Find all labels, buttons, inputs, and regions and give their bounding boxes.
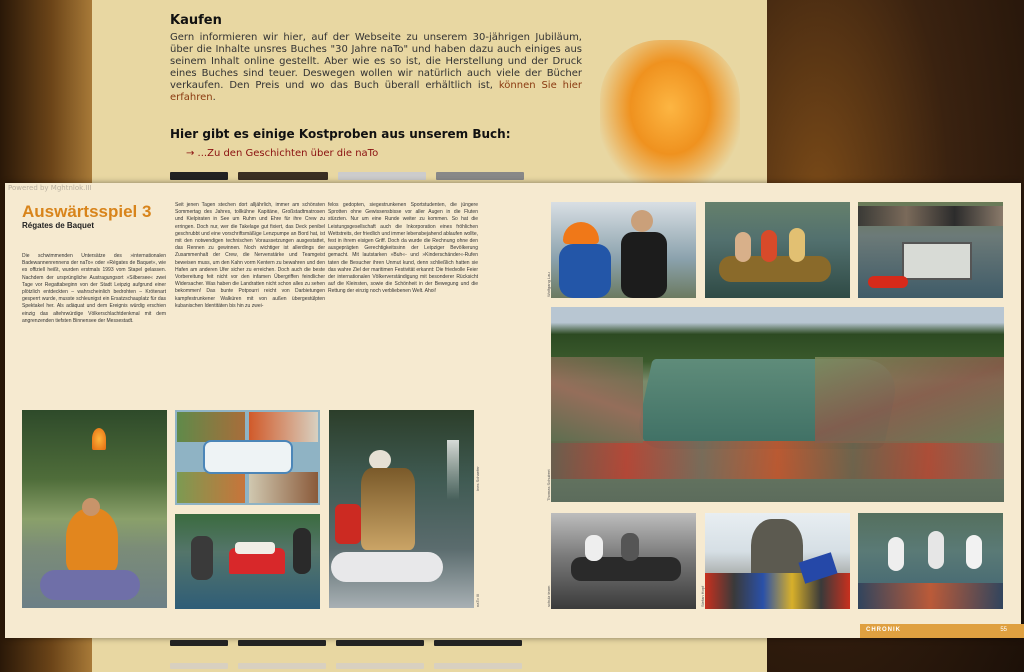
book-thumbnail[interactable] (170, 640, 228, 646)
book-thumbnail[interactable] (170, 172, 228, 180)
thumbnail-strip-bottom (170, 640, 522, 646)
kaufen-heading: Kaufen (170, 13, 222, 28)
photo-interview (551, 202, 696, 298)
photo-credit: naTo III (475, 593, 480, 607)
book-thumbnail[interactable] (238, 172, 328, 180)
logo-glow-graphic (600, 40, 740, 190)
book-thumbnail[interactable] (238, 663, 326, 669)
book-thumbnail[interactable] (238, 640, 326, 646)
powered-by-text: Powered by Mghtnlok.III (8, 184, 92, 192)
page-number: 55 (1000, 627, 1007, 633)
kaufen-paragraph (170, 32, 582, 104)
text-column-2: Seit jenen Tagen stechen dort alljährlich, immer am schönsten Sommertag des Jahres, tollkühne Kapitäne, Großstadtmatrosen und Kielpiraten in See um Ruhm und Ehre für ihre Crew zu erringen. Doch nur, wer die Takelage gut fixiert, das Deck penibel geschrubbt und eine vorschriftsmäßige Lenzpumpe an Bord hat, ist mit den notwendigen technischen Voraussetzungen ausgestattet, das Rennen zu gewinnen. Noch wichtiger ist allerdings der Zusammenhalt der Crew, die Nervenstärke und Teamgeist beweisen muss, um den Kahn vorm Kentern zu bewahren und den Hafen am anderen Ufer sicher zu erreichen. Doch auch die beste Vorbereitung feit nicht vor den infamen Übergriffen feindlicher Widersacher. Was haben die Landratten nicht schon alles zu sehen bekommen! Das bunte Potpourri reicht von Darbietungen kampfestrunkener Walküren mit von außen übergestülpten kubanischen Identitäten bis hin zu zwei- (175, 202, 325, 309)
photo-collage-boats (175, 410, 320, 505)
chapter-title: Auswärtsspiel 3 (22, 202, 152, 221)
chapter-subtitle: Régates de Baquet (22, 221, 95, 230)
buy-info-link[interactable]: können Sie hier erfahren (170, 80, 582, 103)
photo-historic-bw (551, 513, 696, 609)
book-thumbnail[interactable] (434, 640, 522, 646)
book-thumbnail[interactable] (338, 172, 426, 180)
thumbnail-strip-top (170, 172, 524, 180)
book-spread-lightbox[interactable] (5, 183, 1021, 638)
book-thumbnail[interactable] (336, 640, 424, 646)
samples-heading: Hier gibt es einige Kostproben aus unserem Buch: (170, 127, 511, 141)
photo-lake-aerial (551, 307, 1004, 502)
text-column-3: felos gedopten, siegestrunkenen Sportstudenten, die jüngere Sprotten ohne Gewissensbisse vor aller Augen in die Fluten stürzten. Nur um eine Runde weiter zu kommen. So hat die Leistungsgesellschaft auch die Inkorporation eines fröhlichen Wettstreits, der friedlich und immer lebensbejahend ablaufen wollte, fest in ihrem eisigen Griff. Doch da wurde die Rechnung ohne den ausgeprägten Gerechtigkeitssinn der Leipziger Bevölkerung gemacht. Mit lautstarken »Buh«- und »Kinderschänder«-Rufen taten die Besucher ihren Unmut kund, denn schließlich hatten sie das wahre Ziel der maritimen Festivität erkannt: Die friedvolle Feier der internationalen Völkerverständigung mit besonderer Rücksicht auf die Kleinsten, sowie die Schönheit in der Bewegung und die Rettung der einzig noch verbliebenen Welt. Ahoi! (328, 202, 478, 295)
chronik-footer-bar (860, 624, 1024, 638)
photo-credit: Ines Schaefer (475, 466, 480, 491)
photo-splash-fight (858, 513, 1003, 609)
stories-link[interactable]: → ...Zu den Geschichten über die naTo (186, 148, 379, 159)
photo-car-boat (175, 514, 320, 609)
photo-monument-flags (705, 513, 850, 609)
kaufen-end: . (212, 92, 216, 103)
photo-monk-boat (22, 410, 167, 608)
photo-credit: Stefan Hopf (700, 585, 705, 607)
photo-credit: Wolfgang Lau (546, 272, 551, 297)
book-thumbnail[interactable] (170, 663, 228, 669)
photo-credit: Thomas Schubert (546, 469, 551, 501)
photo-crowd-raft (858, 202, 1003, 298)
book-thumbnail[interactable] (436, 172, 524, 180)
book-thumbnail[interactable] (434, 663, 522, 669)
book-thumbnail[interactable] (336, 663, 424, 669)
kaufen-body-text: Gern informieren wir hier, auf der Webseite zu unserem 30-jährigen Jubiläum, über die Inhalte unsres Buches "30 Jahre naTo" und haben dazu auch einiges aus seinem Inhalt online gestellt. Aber wie es so ist, die Herstellung und der Druck eines Buches sind teuer. Deswegen wollen wir natürlich auch viele der Bücher verkaufen. Den Preis und wo das Buch überall erhältlich ist, (170, 32, 582, 91)
thumbnail-strip-lower (170, 663, 522, 669)
photo-raft-crew (705, 202, 850, 298)
footer-section-label: CHRONIK (866, 627, 901, 633)
photo-credit: schulz team (546, 585, 551, 607)
text-column-1: Die schwimmenden Untersätze des »internationalen Badewannenrennens der naTo« oder »Régates de Baquet«, wie es offiziell heißt, wurden erstmals 1993 vom Stapel gelassen. Nachdem der ursprüngliche Austragungsort »Silbersee« zwei Tage vor Regattabeginn von der Stadt Leipzig aufgrund einer plötzlich entdeckten – wahrscheinlich bedrohten – Krötenart gesperrt wurde, musste schleunigst ein Ersatzschauplatz für das Spektakel her. Als adäquat und dem Ereignis würdig erschien einzig das altehrwürdige Völkerschlachtdenkmal mit dem angrenzenden tiefsten Binnensee der Messestadt. (22, 253, 166, 324)
photo-performer-boat (329, 410, 474, 608)
